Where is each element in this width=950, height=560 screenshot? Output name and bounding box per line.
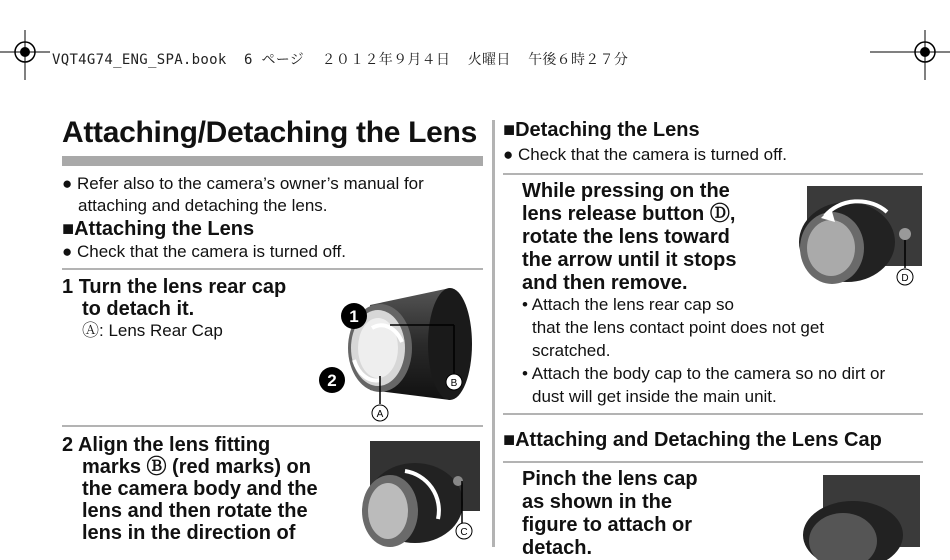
fig1-label-b: B <box>450 378 458 389</box>
check-off-note-right: ● Check that the camera is turned off. <box>503 145 787 164</box>
intro-bullet-line-2: attaching and detaching the lens. <box>78 196 328 215</box>
bullet1-line-2: that the lens contact point does not get <box>532 318 825 337</box>
detach-line-2: lens release button Ⓓ, <box>522 203 736 225</box>
title-underline <box>62 156 483 166</box>
file-info-header: VQT4G74_ENG_SPA.book 6 ページ ２０１２年９月４日 火曜日 午後６時２７分 <box>52 52 629 68</box>
step1-line-2: to detach it. <box>82 298 195 320</box>
step2-instruction <box>62 434 318 544</box>
bullet-dot-icon: ● <box>503 145 518 164</box>
detach-line-4: the arrow until it stops <box>522 249 737 271</box>
detach-instruction <box>522 180 736 295</box>
section-attaching-heading: ■Attaching the Lens <box>62 218 255 240</box>
step1-label: Ⓐ: Lens Rear Cap <box>82 321 223 340</box>
square-bullet-icon: ■ <box>503 119 516 141</box>
bullet-dot-icon: ● <box>62 242 77 261</box>
divider-detach <box>503 173 923 175</box>
bullet1-line-1: Attach the lens rear cap so <box>531 295 734 314</box>
bullet2-line-2: dust will get inside the main unit. <box>532 387 777 406</box>
intro-bullet-line-1: Refer also to the camera’s owner’s manual for <box>77 174 424 193</box>
fig1-callout-2: 2 <box>327 371 337 390</box>
section-lenscap-heading: ■Attaching and Detaching the Lens Cap <box>503 429 882 451</box>
bullet-dot-icon: ● <box>62 174 77 193</box>
fig1-label-a: A <box>376 409 384 420</box>
page-title: Attaching/Detaching the Lens <box>62 116 477 149</box>
square-bullet-icon: ■ <box>62 218 75 240</box>
step2-line-2: marks Ⓑ (red marks) on <box>82 456 311 478</box>
lenscap-line-4: detach. <box>522 537 593 559</box>
step2-line-5: lens in the direction of <box>82 522 296 544</box>
step2-line-4: lens and then rotate the <box>82 500 308 522</box>
lenscap-instruction <box>522 468 698 559</box>
registration-mark-right-icon <box>870 30 950 80</box>
column-separator <box>492 120 495 547</box>
step1-number: 1 <box>62 276 74 298</box>
section-detaching-heading: ■Detaching the Lens <box>503 119 700 141</box>
fig3-label-d: D <box>901 273 909 284</box>
check-off-note-left: ● Check that the camera is turned off. <box>62 242 346 261</box>
square-bullet-icon: ■ <box>503 429 516 451</box>
lens-rear-cap-figure <box>310 280 485 425</box>
bullet-dot-icon: • <box>522 295 532 314</box>
divider-step2 <box>62 425 483 427</box>
lens-mount-figure <box>350 441 480 547</box>
fig1-callout-1: 1 <box>349 307 359 326</box>
bullet1-line-3: scratched. <box>532 341 611 360</box>
bullet2-line-1: Attach the body cap to the camera so no dirt or <box>531 364 886 383</box>
step2-line-1: Align the lens fitting <box>77 434 271 456</box>
detach-line-3: rotate the lens toward <box>522 226 730 248</box>
step1-line-1: Turn the lens rear cap <box>78 276 287 298</box>
registration-mark-left-icon <box>0 30 50 80</box>
detach-line-1: While pressing on the <box>522 180 730 202</box>
bullet-dot-icon: • <box>522 364 532 383</box>
lens-cap-figure <box>793 475 920 547</box>
lenscap-line-2: as shown in the <box>522 491 673 513</box>
detach-bullets <box>522 293 922 408</box>
lens-release-figure <box>787 186 922 291</box>
divider-lenscap-top <box>503 413 923 415</box>
intro-bullet <box>62 173 492 217</box>
divider-lenscap <box>503 461 923 463</box>
lenscap-line-1: Pinch the lens cap <box>522 468 698 490</box>
divider-step1 <box>62 268 483 270</box>
step2-line-3: the camera body and the <box>82 478 318 500</box>
lenscap-line-3: figure to attach or <box>522 514 693 536</box>
detach-line-5: and then remove. <box>522 272 688 294</box>
fig2-label-c: C <box>460 527 468 538</box>
step2-number: 2 <box>62 434 74 456</box>
step1-instruction <box>62 276 286 320</box>
